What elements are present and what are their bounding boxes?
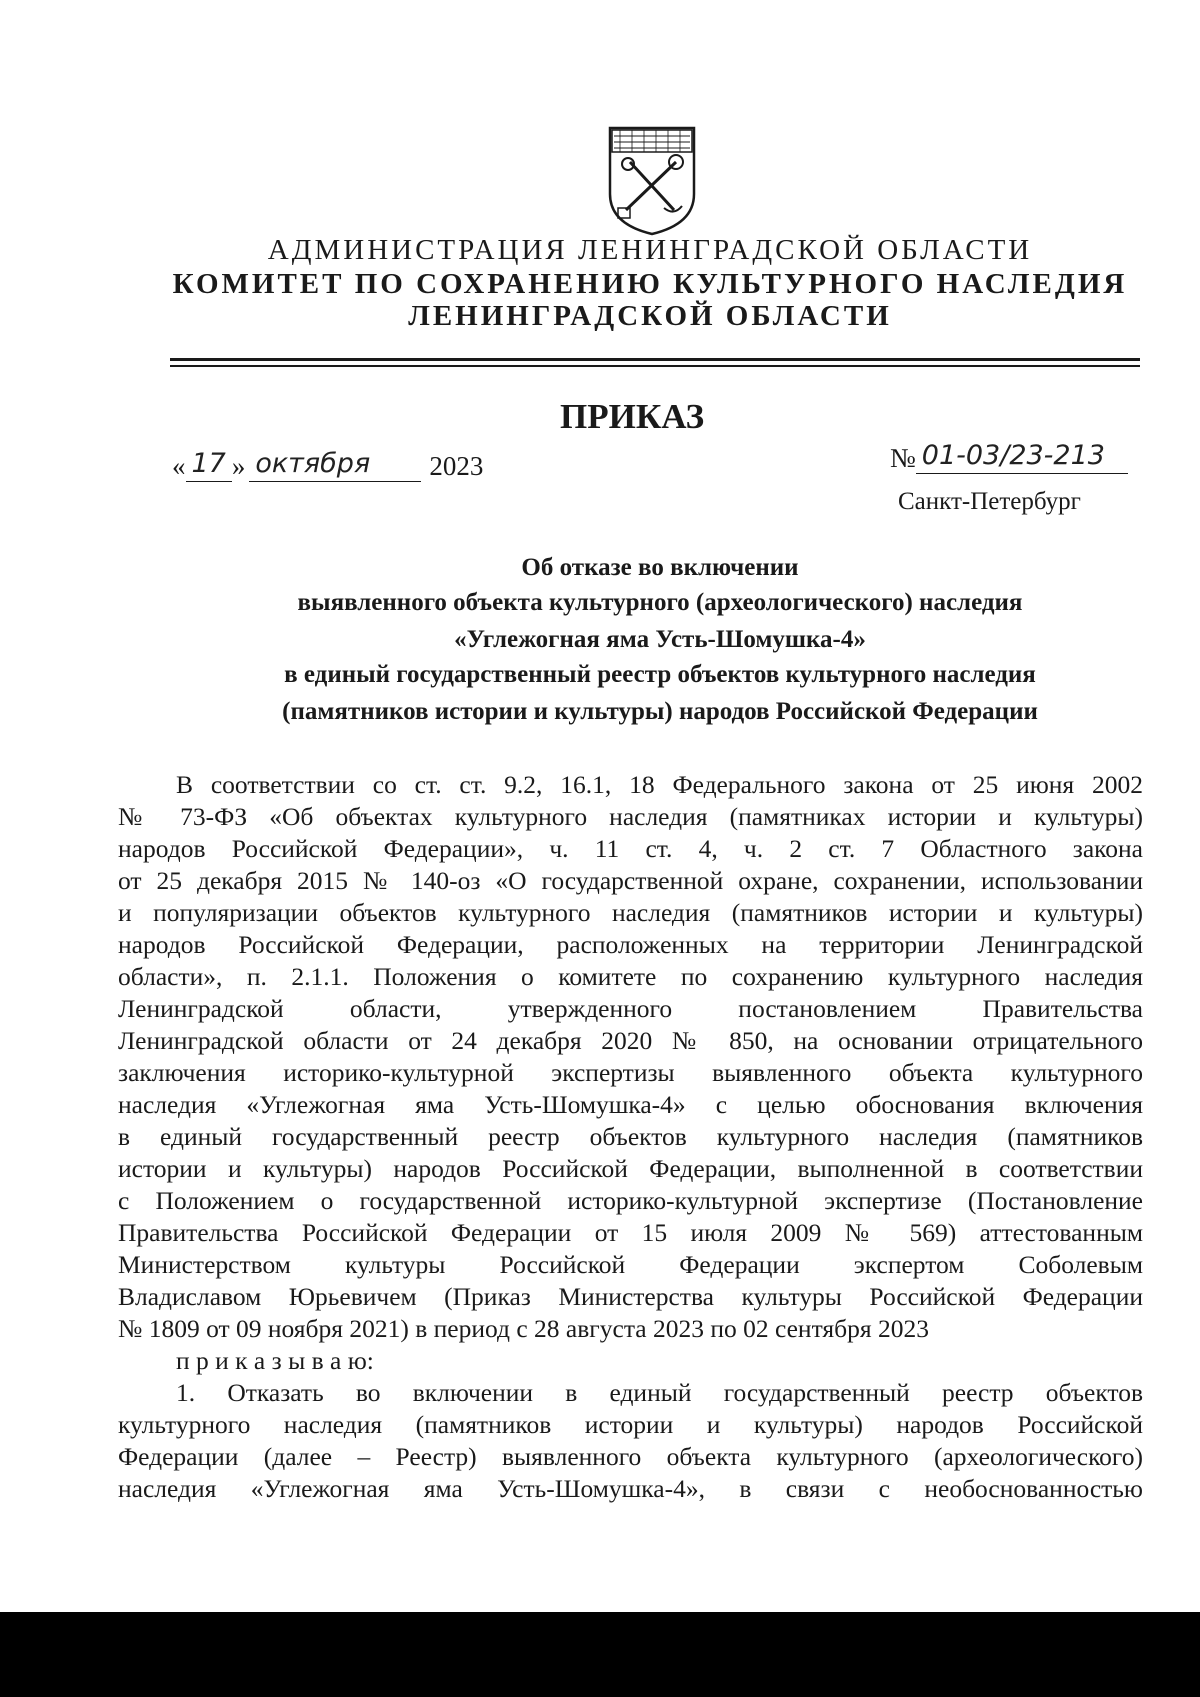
- body-line: Правительства Российской Федерации от 15 июля 2009 № 569) аттестованным: [118, 1218, 1143, 1247]
- order-number: [890, 440, 1128, 474]
- body-line: области», п. 2.1.1. Положения о комитете по сохранению культурного наследия: [118, 962, 1143, 991]
- subject-line: (памятников истории и культуры) народов Российской Федерации: [282, 698, 1038, 725]
- body-line: с Положением о государственной историко-культурной экспертизе (Постановление: [118, 1186, 1143, 1215]
- org-name-line-1: АДМИНИСТРАЦИЯ ЛЕНИНГРАДСКОЙ ОБЛАСТИ: [267, 234, 1033, 266]
- body-line: истории и культуры) народов Российской Федерации, выполненной в соответствии: [118, 1154, 1143, 1183]
- body-line: В соответствии со ст. ст. 9.2, 16.1, 18 Федерального закона от 25 июня 2002: [176, 770, 1143, 799]
- body-line: заключения историко-культурной экспертизы выявленного объекта культурного: [118, 1058, 1143, 1087]
- body-line: № 73-ФЗ «Об объектах культурного наследия (памятниках истории и культуры): [118, 802, 1143, 831]
- decree-word: п р и к а з ы в а ю:: [176, 1346, 374, 1375]
- body-line: народов Российской Федерации, расположенных на территории Ленинградской: [118, 930, 1143, 959]
- body-line: Министерством культуры Российской Федерации экспертом Соболевым: [118, 1250, 1143, 1279]
- body-line: и популяризации объектов культурного наследия (памятников истории и культуры): [118, 898, 1143, 927]
- date-year: 2023: [429, 451, 484, 481]
- body-line: в единый государственный реестр объектов культурного наследия (памятников: [118, 1122, 1143, 1151]
- item-1-line: культурного наследия (памятников истории и культуры) народов Российской: [118, 1410, 1143, 1439]
- header-divider-thick: [170, 358, 1140, 361]
- org-name-line-2: КОМИТЕТ ПО СОХРАНЕНИЮ КУЛЬТУРНОГО НАСЛЕДИЯ: [172, 268, 1128, 300]
- item-1-line: Федерации (далее – Реестр) выявленного объекта культурного (археологического): [118, 1442, 1143, 1471]
- number-value: 01-03/23-213: [916, 440, 1128, 474]
- subject-line: Об отказе во включении: [521, 554, 799, 581]
- date-close-quote: »: [231, 451, 246, 481]
- body-line: от 25 декабря 2015 № 140-оз «О государственной охране, сохранении, использовании: [118, 866, 1143, 895]
- item-1-line: наследия «Углежогная яма Усть-Шомушка-4», в связи с необоснованностью: [118, 1474, 1143, 1503]
- body-line: Ленинградской области от 24 декабря 2020 № 850, на основании отрицательного: [118, 1026, 1143, 1055]
- body-line: Владиславом Юрьевичем (Приказ Министерства культуры Российской Федерации: [118, 1282, 1143, 1311]
- item-1-line: 1. Отказать во включении в единый государственный реестр объектов: [176, 1378, 1143, 1407]
- subject-line: в единый государственный реестр объектов культурного наследия: [284, 661, 1036, 688]
- header-divider-thin: [170, 365, 1140, 367]
- org-name-line-3: ЛЕНИНГРАДСКОЙ ОБЛАСТИ: [408, 300, 892, 332]
- subject-line: выявленного объекта культурного (археологического) наследия: [297, 589, 1023, 616]
- body-line: Ленинградской области, утвержденного постановлением Правительства: [118, 994, 1143, 1023]
- body-line: № 1809 от 09 ноября 2021) в период с 28 августа 2023 по 02 сентября 2023: [118, 1314, 929, 1343]
- body-line: наследия «Углежогная яма Усть-Шомушка-4» с целью обоснования включения: [118, 1090, 1143, 1119]
- date-day: 17: [186, 448, 232, 482]
- coat-of-arms-icon: [604, 124, 700, 238]
- date-month: октября: [249, 448, 421, 482]
- body-line: народов Российской Федерации», ч. 11 ст. 4, ч. 2 ст. 7 Областного закона: [118, 834, 1143, 863]
- scan-bottom-border: [0, 1612, 1200, 1697]
- document-title: ПРИКАЗ: [560, 397, 705, 436]
- order-date: [172, 448, 483, 482]
- number-sign: №: [890, 443, 916, 473]
- city: Санкт-Петербург: [898, 488, 1081, 515]
- subject-line: «Углежогная яма Усть-Шомушка-4»: [454, 626, 866, 653]
- date-open-quote: «: [172, 451, 186, 481]
